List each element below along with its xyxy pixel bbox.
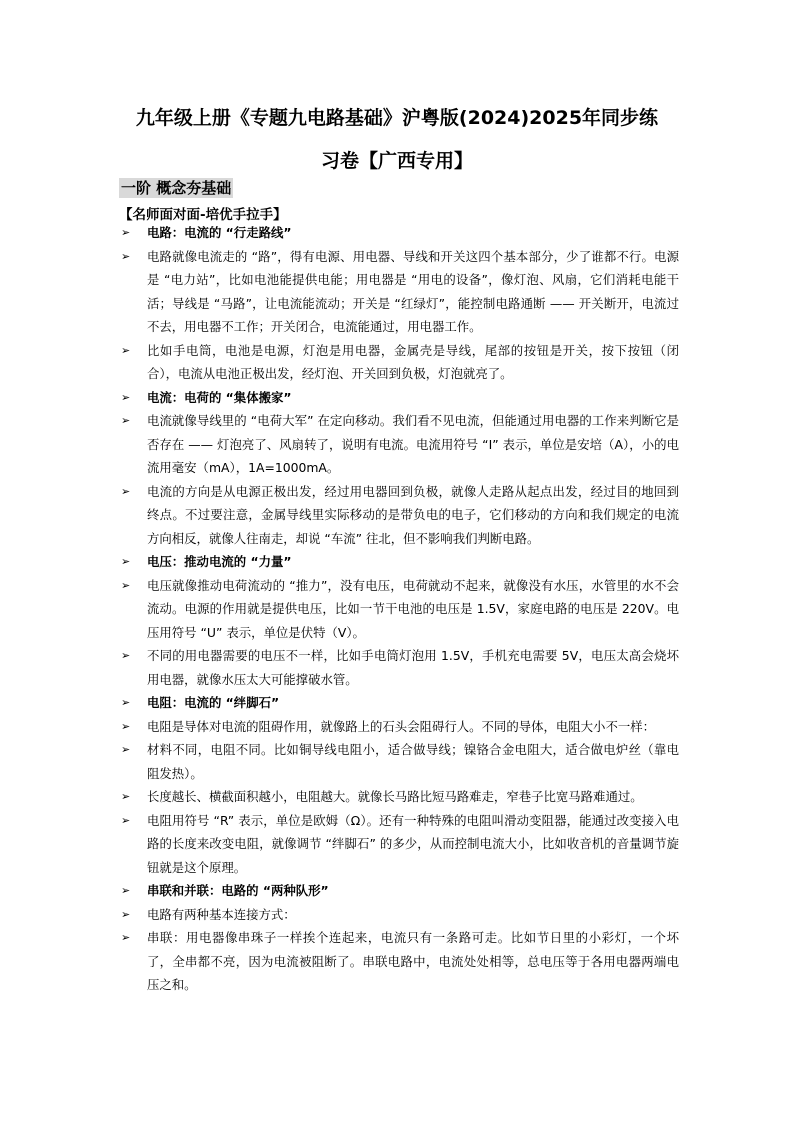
arrow-bullet-icon: ➢	[121, 719, 131, 733]
topic-heading	[119, 879, 679, 903]
arrow-bullet-icon: ➢	[121, 414, 131, 427]
item-text: 电阻是导体对电流的阻碍作用，就像路上的石头会阻碍行人。不同的导体，电阻大小不一样：	[147, 718, 656, 734]
item-text: 电阻用符号 “R” 表示，单位是欧姆（Ω）。还有一种特殊的电阻叫滑动变阻器，能通过改变接入电路的长度来改变电阻，就像调节 “绊脚石” 的多少，从而控制电流大小，比如收音机的音量调节旋钮就是这个原理。	[147, 812, 679, 875]
arrow-bullet-icon: ➢	[121, 931, 131, 944]
stage-label: 一阶 概念夯基础	[121, 179, 232, 197]
arrow-bullet-icon: ➢	[121, 249, 131, 263]
item-text: 电路就像电流走的 “路”，得有电源、用电器、导线和开关这四个基本部分，少了谁都不行。电源是 “电力站”，比如电池能提供电能；用电器是 “用电的设备”，像灯泡、风扇，它们消耗电能干活；导线是 “马路”，让电流能流动；开关是 “红绿灯”，能控制电路通断 —— 开关断开，电流过不去，用电器不工作；开关闭合，电流能通过，用电器工作。	[147, 248, 679, 334]
topic-heading	[119, 691, 679, 715]
arrow-bullet-icon: ➢	[121, 790, 131, 803]
topic-heading	[119, 550, 679, 574]
list-item	[119, 339, 679, 386]
list-item	[119, 644, 679, 691]
topic-heading	[119, 386, 679, 410]
arrow-bullet-icon: ➢	[121, 484, 131, 498]
item-text: 串联：用电器像串珠子一样挨个连起来，电流只有一条路可走。比如节日里的小彩灯，一个坏了，全串都不亮，因为电流被阻断了。串联电路中，电流处处相等，总电压等于各用电器两端电压之和。	[147, 930, 679, 992]
arrow-bullet-icon: ➢	[121, 555, 131, 568]
arrow-bullet-icon: ➢	[121, 578, 131, 592]
arrow-bullet-icon: ➢	[121, 884, 131, 897]
item-text: 电压：推动电流的 “力量”	[147, 554, 292, 569]
item-text: 电路有两种基本连接方式：	[147, 906, 296, 922]
item-text: 电流：电荷的 “集体搬家”	[147, 389, 292, 405]
list-item	[119, 574, 679, 645]
list-item	[119, 409, 679, 480]
list-item	[119, 926, 679, 997]
section-subheading: 【名师面对面-培优手拉手】	[119, 207, 287, 223]
arrow-bullet-icon: ➢	[121, 343, 131, 357]
arrow-bullet-icon: ➢	[121, 696, 131, 709]
list-item	[119, 785, 679, 809]
item-text: 电压就像推动电荷流动的 “推力”，没有电压，电荷就动不起来，就像没有水压，水管里的水不会流动。电源的作用就是提供电压，比如一节干电池的电压是 1.5V，家庭电路的电压是 220V。电压用符号 “U” 表示，单位是伏特（V）。	[147, 577, 679, 640]
list-item	[119, 738, 679, 785]
item-text: 电阻：电流的 “绊脚石”	[147, 695, 280, 710]
item-text: 电路：电流的 “行走路线”	[147, 225, 292, 240]
list-item	[119, 715, 679, 739]
list-item	[119, 903, 679, 927]
arrow-bullet-icon: ➢	[121, 813, 131, 827]
arrow-bullet-icon: ➢	[121, 743, 131, 756]
item-text: 材料不同，电阻不同。比如铜导线电阻小，适合做导线；镍铬合金电阻大，适合做电炉丝（靠电阻发热）。	[147, 742, 679, 781]
item-text: 串联和并联：电路的 “两种队形”	[147, 883, 329, 898]
document-title-line-1: 九年级上册《专题九电路基础》沪粤版(2024)2025年同步练	[135, 107, 659, 129]
arrow-bullet-icon: ➢	[121, 907, 131, 921]
item-text: 不同的用电器需要的电压不一样，比如手电筒灯泡用 1.5V，手机充电需要 5V，电压太高会烧坏用电器，就像水压太大可能撑破水管。	[147, 648, 679, 687]
arrow-bullet-icon: ➢	[121, 649, 131, 662]
list-item	[119, 480, 679, 551]
document-title-line-2: 习卷【广西专用】	[320, 150, 473, 172]
content-list	[119, 221, 679, 997]
item-text: 比如手电筒，电池是电源，灯泡是用电器，金属壳是导线，尾部的按钮是开关，按下按钮（闭合），电流从电池正极出发，经灯泡、开关回到负极，灯泡就亮了。	[147, 342, 679, 381]
item-text: 电流就像导线里的 “电荷大军” 在定向移动。我们看不见电流，但能通过用电器的工作来判断它是否存在 —— 灯泡亮了、风扇转了，说明有电流。电流用符号 “I” 表示，单位是安培（A），小的电流用毫安（mA），1A=1000mA。	[147, 413, 679, 475]
arrow-bullet-icon: ➢	[121, 390, 131, 404]
list-item	[119, 809, 679, 880]
list-item	[119, 245, 679, 339]
topic-heading	[119, 221, 679, 245]
item-text: 电流的方向是从电源正极出发，经过用电器回到负极，就像人走路从起点出发，经过目的地回到终点。不过要注意，金属导线里实际移动的是带负电的电子，它们移动的方向和我们规定的电流方向相反，就像人往南走，却说 “车流” 往北，但不影响我们判断电路。	[147, 483, 679, 546]
arrow-bullet-icon: ➢	[121, 226, 131, 239]
item-text: 长度越长、横截面积越小，电阻越大。就像长马路比短马路难走，窄巷子比宽马路难通过。	[147, 789, 643, 804]
